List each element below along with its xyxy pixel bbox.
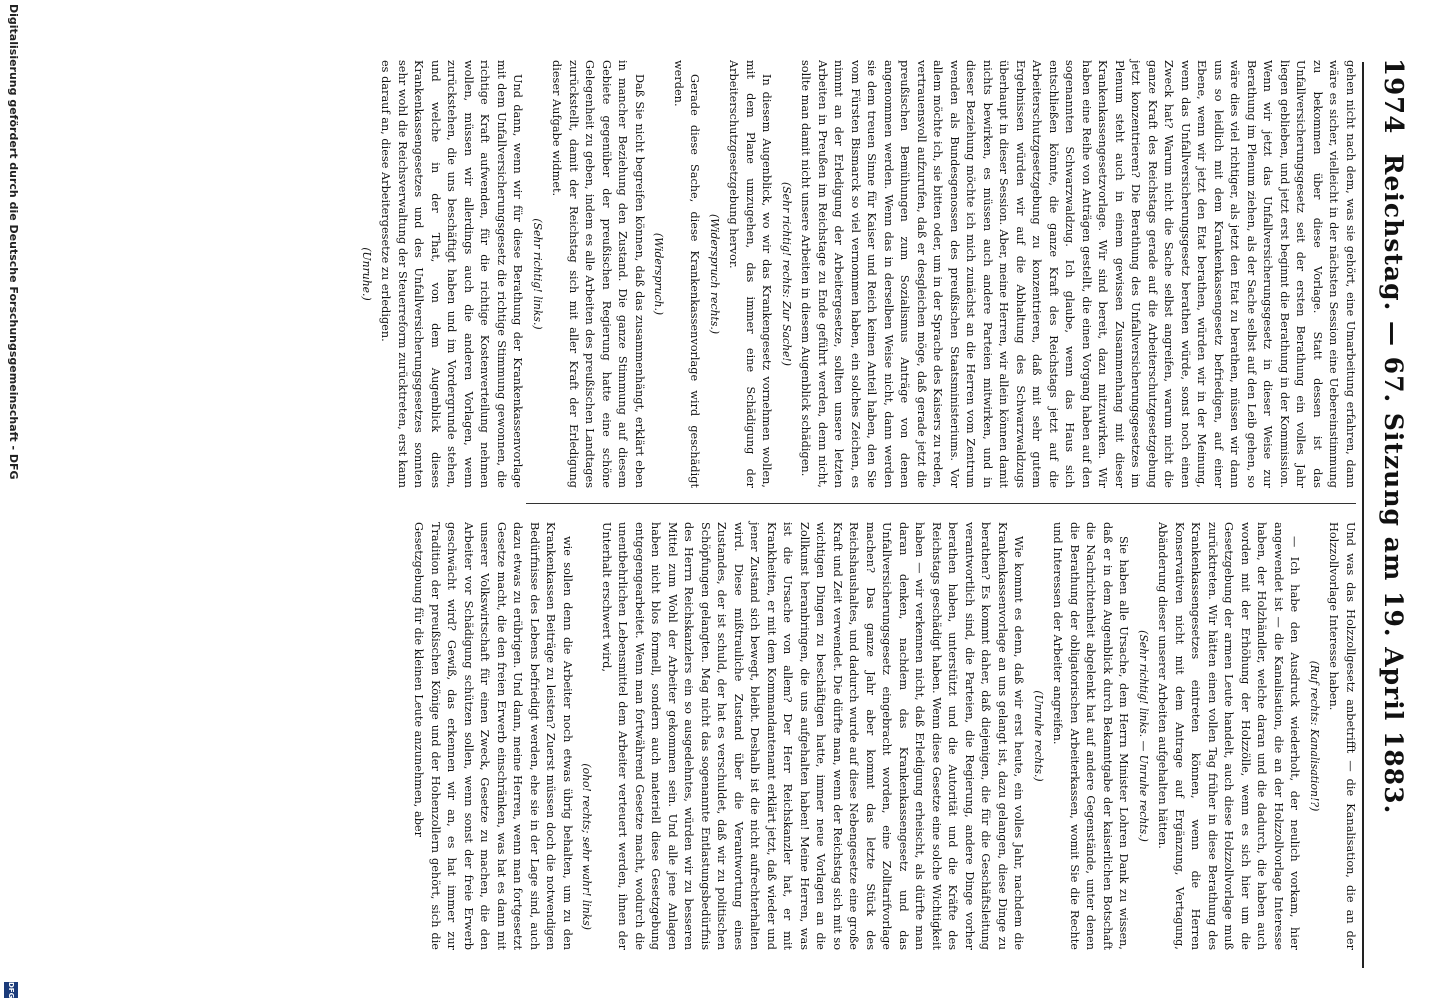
header-rule	[1362, 62, 1364, 968]
paragraph: Sie haben alle Ursache, dem Herrn Minister Lohren Dank zu wissen, daß er in dem Augenblick durch Bekanntgabe der kaiserlichen Botschaft die Nachrichtenheit abgelenkt hat auf andere Gegenstände, unter denen die Berathung der obligatorischen Arbeiterkassen, womit Sie die Rechte und Interessen der Arbeiter angreifen.	[1051, 522, 1131, 950]
paragraph: Gerade diese Sache, diese Krankenkassenvorlage wird geschädigt werden.	[672, 60, 702, 488]
paragraph: Und dann, wenn wir für diese Berathung der Krankenkassenvorlage mit dem Unfallversicherungsgesetz die richtige Stimmung gewonnen, die richtige Kraft aufwenden, für die richtige Kostenverteilung nehmen wollen, müssen wir allerdings auch die anderen Vorlagen, wenn zurückstehen, die uns beschäftigt haben und im Vordergrunde stehen, und welche in der That, von dem Augenblick dieses Krankenkassengesetzes und des Unfallversicherungsgesetzes sonnten sehr wohl die Reichsverwaltung der Steuerreform zurücktreten, erst kann es darauf an, diese Arbeitergesetze zu erledigen.	[379, 60, 525, 488]
paragraph: Daß Sie nicht begreifen können, daß das zusammenhängt, erklärt eben in mancher Beziehung den Zustand. Die ganze Stimmung auf diesem Gebiete gegenüber der preußischen Regierung hatte eine schöne Gelegenheit zu geben, indem es alle Arbeiten des preußischen Landtages zurückstellt, damit der Reichstag sich mit aller Kraft der Erledigung dieser Aufgabe widmet.	[550, 60, 646, 488]
column-divider	[526, 503, 1356, 504]
left-column	[355, 60, 1359, 488]
dfg-logo-icon: DFG	[4, 982, 18, 998]
page-header	[1374, 10, 1414, 958]
running-title: Reichstag. — 67. Sitzung am 19. April 1883.	[1379, 153, 1408, 815]
right-column	[409, 522, 1358, 950]
page-footer	[0, 0, 20, 1000]
paragraph: In diesem Augenblick, wo wir das Krankengesetz vornehmen wollen, mit dem Plane umzugehen, das immer eine Schädigung der Arbeiterschutzgesetzgebung hervor.	[727, 60, 774, 488]
paragraph: — Ich habe den Ausdruck wiederholt, der neulich vorkam, hier angewendet ist — die Kanalisation, die an der Holzzollvorlage Interesse haben, der Holzhändler, welche daran und die dadurch, die haben auch worden mit der Erhöhung der Holzzölle, wenn es sich hier um die Gesetzgebung der armen Leute handelt, auch diese Holzzollvorlage muß zurücktreten. Wir hätten einen vollen Tag früher in diese Berathung des Krankenkassengesetzes eintreten können, wenn die Herren Konservativen nicht mit dem Antrage auf Ergänzung, Vertagung, Abänderung dieser unserer Arbeiten aufgehalten hätten.	[1156, 522, 1302, 950]
interjection: (Widerspruch.)	[652, 232, 666, 316]
interjection: (Sehr richtig! links.)	[531, 218, 544, 330]
interjection: (Sehr richtig! links. — Unruhe rechts.)	[1137, 630, 1150, 842]
interjection: (Ruf rechts: Kanalisation!?)	[1308, 660, 1321, 812]
paragraph: wie sollen denn die Arbeiter noch etwas übrig behalten, um zu den Krankenkassen Beiträge zu leisten? Zuerst müssen doch die notwendigen Bedürfnisse des Lebens befriedigt werden, ehe sie in der Lage sind, auch dazu etwas zu erübrigen. Und dann, meine Herren, wenn man fortgesetzt Gesetze macht, die den freien Erwerb einschränken, was hat es dann mit unserer Volkswirtschaft für einen Zweck, Gesetze zu machen, die den Arbeiter vor Schädigung schützen sollen, wenn sonst der freie Erwerb geschwächt wird? Gewiß, das erkennen wir an, es hat immer zur Tradition der preußischen Könige und der Hohenzollern gehört, sich die Gesetzgebung für die kleinen Leute anzunehmen, aber	[412, 522, 574, 950]
interjection: (oho! rechts; sehr wahr! links)	[580, 763, 594, 930]
interjection: (Unruhe rechts.)	[1032, 690, 1045, 782]
interjection: (Sehr richtig! rechts: Zur Sache!)	[780, 182, 793, 366]
paragraph: Und was das Holzzollgesetz anbetrifft — die Kanalisation, die an der Holzzollvorlage Interesse haben.	[1327, 522, 1357, 950]
paragraph: gehen nicht nach dem, was sie gehört, eine Umarbeitung erfahren, dann wäre es sicher, vielleicht in der nächsten Session eine Uebereinstimmung zu bekommen über diese Vorlage. Statt dessen ist das Unfallversicherungsgesetz seit der ersten Berathung ein volles Jahr liegen geblieben, und jetzt erst beginnt die Berathung in der Kommission. Wenn wir jetzt das Unfallversicherungsgesetz in dieser Weise zur Berathung im Plenum ziehen, als der Sache selbst auf den Leib gehen, so wäre dies viel richtiger, als jetzt den Etat zu berathen, müssen wir dann uns so leidlich mit dem Krankenkassengesetz befriedigen, auf einer Ebene, wenn wir jetzt den Etat berathen, würden wir in der Meinung, wenn das Unfallversicherungsgesetz berathen würde, sonst noch einen Zweck hat? Warum nicht die Sache selbst angreifen, warum nicht die ganze Kraft des Reichstags gerade auf die Arbeiterschutzgesetzgebung jetzt konzentrieren? Die Berathung des Unfallversicherungsgesetzes im Plenum steht auch in einem gewissen Zusammenhang mit dieser Krankenkassengesetzvorlage. Wir sind bereit, dazu mitzuwirken. Wir haben eine Reihe von Anträgen gestellt, die einen Vorgang haben auf den sogenannten Schwarzwaldzug. Ich glaube, wenn das Haus sich entschließen könnte, die ganze Kraft des Reichstags jetzt auf die Arbeiterschutzgesetzgebung zu konzentrieren, daß mit sehr gutem Ergebnissen würden wir auf die Abhaltung des Schwarzwaldzugs überhaupt in dieser Session. Aber, meine Herren, wir allein können damit nichts bewirken, es müssen auch andere Parteien mitwirken, und in dieser Beziehung möchte ich mich zunächst an die Herren vom Zentrum wenden als Bundesgenossen des preußischen Staatsministeriums. Vor allem möchte ich, sie bitten oder, um in der Sprache des Kaisers zu reden, vertrauensvoll aufzurufen, daß er desgleichen möge, daß gerade jetzt die preußischen Bemühungen zum Sozialismus Anträge von denen angenommen werden. Wenn das in derselben Weise nicht, dann werden sie dem treuen Sinne für Kaiser und Reich keinen Anteil haben, den Sie vom Fürsten Bismarck so viel vernommen haben, ein solches Zeichen, es nimmt an der Erledigung der Arbeitergesetze, sollten unsere letzten Arbeiten in Preußen im Reichstage zu Ende geführt werden, denn nicht, sollte man damit nicht unsere Arbeiten in diesem Augenblick schädigen.	[799, 60, 1357, 488]
paragraph: Wie kommt es denn, daß wir erst heute, ein volles Jahr, nachdem die Krankenkassenvorlage an uns gelangt ist, dazu gelangen, diese Dinge zu berathen? Es kommt daher, daß diejenigen, die für die Geschäftsleitung verantwortlich sind, die Parteien, die Regierung, andere Dinge vorher berathen haben, unterstützt und die Autorität und die Kräfte des Reichstags geschädigt haben. Wenn diese Gesetze eine solche Wichtigkeit haben — wir verkennen nicht, daß Erledigung erheischt, als dürfte man daran denken, nachdem das Krankenkassengesetz und das Unfallversicherungsgesetz eingebracht worden, eine Zolltarifvorlage machen? Das ganze Jahr aber kommt das letzte Stück des Reichshaushaltes, und dadurch wurde auf diese Nebengesetze eine große Kraft und Zeit verwendet. Die dürfte man, wenn der Reichstag sich mit so wichtigen Dingen zu beschäftigen hatte, immer neue Vorlagen an die Zollkunst heranbringen, die uns aufgehalten haben! Meine Herren, was ist die Ursache von allem? Der Herr Reichskanzler hat, er mit Krankheiten, er mit dem Kommandantenamt erklärt jetzt, daß wieder und jener Zustand sich bewegt, bleibt. Deshalb ist die nicht aufrechterhalten wird. Diese mißtrauliche Zustand über die Verantwortung eines Zustandes, der ist schuld, der hat es verschuldet, daß wir zu politischen Schöpfungen gelangten. Mag nicht das sogenannte Entlastungsbedürfnis des Herrn Reichskanzlers ein so ausgedehntes, würden wir zu besseren Mittel zum Wohl der Arbeiter gekommen sein. Und alle jene Anlagen haben nicht blos formell, sondern auch materiell diese Gesetzgebung entgegengearbeitet. Wenn man fortwährend Gesetze macht, wodurch die unentbehrlichen Lebensmittel dem Arbeiter verteuert werden, ihnen der Unterhalt erschwert wird,	[600, 522, 1026, 950]
interjection: (Unruhe.)	[360, 247, 373, 301]
interjection: (Widerspruch rechts.)	[708, 213, 721, 335]
digitization-credit: Digitalisierung gefördert durch die Deutsche Forschungsgemeinschaft - DFG	[7, 4, 20, 480]
page-number: 1974	[1378, 58, 1408, 135]
